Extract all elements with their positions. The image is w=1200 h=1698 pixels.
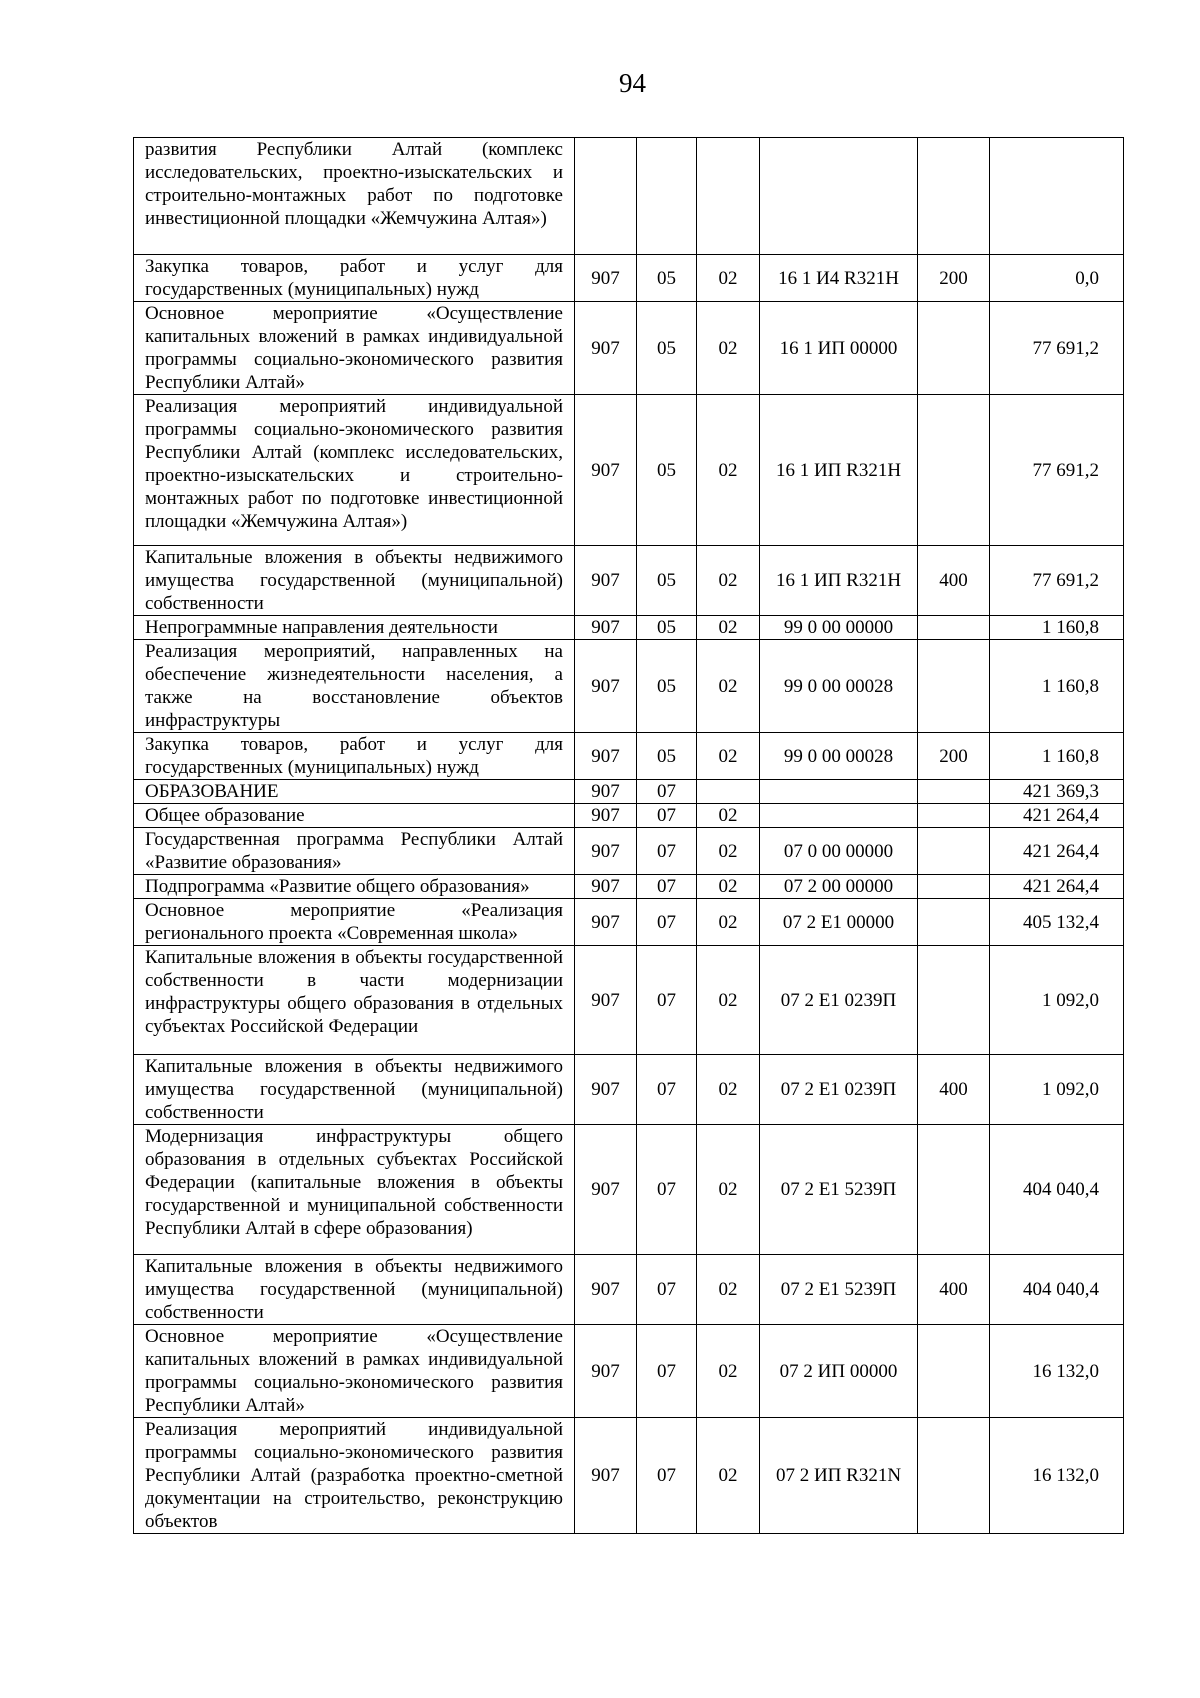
row-subsection-cell: 02 xyxy=(697,395,760,546)
page-number: 94 xyxy=(619,68,646,98)
table-row xyxy=(134,546,1124,616)
row-name-cell: Реализация мероприятий индивидуальной программы социально-экономического развития Республики Алтай (комплекс исследовательских, проектно-изыскательских и строительно-монтажных работ по подготовке инвестиционной площадки «Жемчужина Алтая») xyxy=(134,395,575,546)
row-expense-type-cell: 200 xyxy=(918,733,990,780)
row-section-cell: 07 xyxy=(637,828,697,875)
row-amount-cell: 16 132,0 xyxy=(990,1418,1124,1534)
row-grbs-cell: 907 xyxy=(575,1055,637,1125)
row-section-cell: 05 xyxy=(637,733,697,780)
row-expense-type-cell: 200 xyxy=(918,255,990,302)
row-subsection-cell: 02 xyxy=(697,255,760,302)
table-row xyxy=(134,828,1124,875)
row-expense-type-cell xyxy=(918,1325,990,1418)
row-name-cell: Капитальные вложения в объекты недвижимого имущества государственной (муниципальной) собственности xyxy=(134,1255,575,1325)
table-row xyxy=(134,395,1124,546)
row-amount-cell: 421 264,4 xyxy=(990,828,1124,875)
row-section-cell: 05 xyxy=(637,546,697,616)
row-expense-type-cell xyxy=(918,138,990,255)
row-target-article-cell: 16 1 ИП R321Н xyxy=(760,395,918,546)
row-target-article-cell: 07 2 Е1 0239П xyxy=(760,946,918,1055)
table-row xyxy=(134,733,1124,780)
row-subsection-cell: 02 xyxy=(697,1125,760,1255)
row-grbs-cell: 907 xyxy=(575,395,637,546)
row-section-cell: 07 xyxy=(637,1055,697,1125)
row-grbs-cell: 907 xyxy=(575,255,637,302)
row-name-cell: Реализация мероприятий, направленных на обеспечение жизнедеятельности населения, а также на восстановление объектов инфраструктуры xyxy=(134,640,575,733)
row-name-cell: ОБРАЗОВАНИЕ xyxy=(134,780,575,804)
row-section-cell: 05 xyxy=(637,255,697,302)
row-target-article-cell: 07 2 Е1 5239П xyxy=(760,1125,918,1255)
row-name-cell: Основное мероприятие «Осуществление капитальных вложений в рамках индивидуальной программы социально-экономического развития Республики Алтай» xyxy=(134,1325,575,1418)
row-target-article-cell: 16 1 ИП 00000 xyxy=(760,302,918,395)
row-grbs-cell: 907 xyxy=(575,1325,637,1418)
budget-table xyxy=(133,137,1124,1534)
row-expense-type-cell xyxy=(918,899,990,946)
row-section-cell: 05 xyxy=(637,395,697,546)
row-amount-cell: 1 160,8 xyxy=(990,616,1124,640)
table-row xyxy=(134,1255,1124,1325)
row-target-article-cell xyxy=(760,780,918,804)
row-grbs-cell: 907 xyxy=(575,733,637,780)
row-grbs-cell: 907 xyxy=(575,546,637,616)
row-amount-cell xyxy=(990,138,1124,255)
row-expense-type-cell xyxy=(918,804,990,828)
table-row xyxy=(134,640,1124,733)
row-subsection-cell: 02 xyxy=(697,302,760,395)
row-target-article-cell: 07 2 Е1 0239П xyxy=(760,1055,918,1125)
row-amount-cell: 1 092,0 xyxy=(990,1055,1124,1125)
row-target-article-cell: 99 0 00 00028 xyxy=(760,640,918,733)
row-amount-cell: 421 264,4 xyxy=(990,804,1124,828)
row-expense-type-cell: 400 xyxy=(918,1255,990,1325)
row-grbs-cell: 907 xyxy=(575,828,637,875)
table-row xyxy=(134,255,1124,302)
row-expense-type-cell: 400 xyxy=(918,1055,990,1125)
row-name-cell: Основное мероприятие «Осуществление капитальных вложений в рамках индивидуальной программы социально-экономического развития Республики Алтай» xyxy=(134,302,575,395)
row-target-article-cell: 99 0 00 00028 xyxy=(760,733,918,780)
table-row xyxy=(134,1325,1124,1418)
table-row xyxy=(134,138,1124,255)
row-section-cell: 07 xyxy=(637,946,697,1055)
row-expense-type-cell xyxy=(918,946,990,1055)
row-grbs-cell: 907 xyxy=(575,302,637,395)
row-grbs-cell: 907 xyxy=(575,780,637,804)
row-target-article-cell xyxy=(760,804,918,828)
table-row xyxy=(134,804,1124,828)
row-name-cell: Реализация мероприятий индивидуальной программы социально-экономического развития Республики Алтай (разработка проектно-сметной документации на строительство, реконструкцию объектов xyxy=(134,1418,575,1534)
row-subsection-cell: 02 xyxy=(697,828,760,875)
row-name-cell: Государственная программа Республики Алтай «Развитие образования» xyxy=(134,828,575,875)
row-grbs-cell: 907 xyxy=(575,1125,637,1255)
row-name-cell: Общее образование xyxy=(134,804,575,828)
table-row xyxy=(134,1418,1124,1534)
row-name-cell: развития Республики Алтай (комплекс исследовательских, проектно-изыскательских и строительно-монтажных работ по подготовке инвестиционной площадки «Жемчужина Алтая») xyxy=(134,138,575,255)
row-section-cell: 05 xyxy=(637,640,697,733)
row-grbs-cell: 907 xyxy=(575,1255,637,1325)
row-target-article-cell: 07 2 Е1 5239П xyxy=(760,1255,918,1325)
row-expense-type-cell xyxy=(918,828,990,875)
row-section-cell: 07 xyxy=(637,1418,697,1534)
row-section-cell: 07 xyxy=(637,1255,697,1325)
row-target-article-cell: 07 2 ИП R321N xyxy=(760,1418,918,1534)
row-expense-type-cell xyxy=(918,1125,990,1255)
row-section-cell: 07 xyxy=(637,804,697,828)
table-row xyxy=(134,899,1124,946)
row-expense-type-cell xyxy=(918,395,990,546)
row-section-cell: 05 xyxy=(637,302,697,395)
table-row xyxy=(134,1055,1124,1125)
row-expense-type-cell xyxy=(918,616,990,640)
row-subsection-cell: 02 xyxy=(697,640,760,733)
row-subsection-cell xyxy=(697,780,760,804)
table-row xyxy=(134,946,1124,1055)
row-subsection-cell: 02 xyxy=(697,1325,760,1418)
row-target-article-cell: 07 2 Е1 00000 xyxy=(760,899,918,946)
row-section-cell: 05 xyxy=(637,616,697,640)
row-target-article-cell: 07 2 ИП 00000 xyxy=(760,1325,918,1418)
row-subsection-cell xyxy=(697,138,760,255)
row-subsection-cell: 02 xyxy=(697,899,760,946)
row-name-cell: Модернизация инфраструктуры общего образования в отдельных субъектах Российской Федерации (капитальные вложения в объекты государственной и муниципальной собственности Республики Алтай в сфере образования) xyxy=(134,1125,575,1255)
row-amount-cell: 1 160,8 xyxy=(990,733,1124,780)
row-subsection-cell: 02 xyxy=(697,616,760,640)
table-row xyxy=(134,1125,1124,1255)
row-target-article-cell: 16 1 И4 R321Н xyxy=(760,255,918,302)
row-section-cell xyxy=(637,138,697,255)
row-amount-cell: 404 040,4 xyxy=(990,1255,1124,1325)
row-name-cell: Капитальные вложения в объекты недвижимого имущества государственной (муниципальной) собственности xyxy=(134,1055,575,1125)
row-subsection-cell: 02 xyxy=(697,1418,760,1534)
row-grbs-cell: 907 xyxy=(575,1418,637,1534)
row-subsection-cell: 02 xyxy=(697,1255,760,1325)
row-name-cell: Капитальные вложения в объекты недвижимого имущества государственной (муниципальной) собственности xyxy=(134,546,575,616)
row-amount-cell: 77 691,2 xyxy=(990,395,1124,546)
row-target-article-cell xyxy=(760,138,918,255)
row-expense-type-cell xyxy=(918,1418,990,1534)
row-amount-cell: 0,0 xyxy=(990,255,1124,302)
row-amount-cell: 1 092,0 xyxy=(990,946,1124,1055)
row-expense-type-cell xyxy=(918,875,990,899)
row-name-cell: Закупка товаров, работ и услуг для государственных (муниципальных) нужд xyxy=(134,255,575,302)
row-subsection-cell: 02 xyxy=(697,875,760,899)
row-section-cell: 07 xyxy=(637,1125,697,1255)
row-grbs-cell: 907 xyxy=(575,616,637,640)
row-target-article-cell: 99 0 00 00000 xyxy=(760,616,918,640)
table-row xyxy=(134,875,1124,899)
row-amount-cell: 421 264,4 xyxy=(990,875,1124,899)
row-name-cell: Капитальные вложения в объекты государственной собственности в части модернизации инфраструктуры общего образования в отдельных субъектах Российской Федерации xyxy=(134,946,575,1055)
row-amount-cell: 421 369,3 xyxy=(990,780,1124,804)
row-amount-cell: 16 132,0 xyxy=(990,1325,1124,1418)
row-section-cell: 07 xyxy=(637,875,697,899)
row-expense-type-cell xyxy=(918,780,990,804)
row-subsection-cell: 02 xyxy=(697,804,760,828)
table-row xyxy=(134,302,1124,395)
row-section-cell: 07 xyxy=(637,899,697,946)
row-grbs-cell xyxy=(575,138,637,255)
row-subsection-cell: 02 xyxy=(697,733,760,780)
row-name-cell: Подпрограмма «Развитие общего образования» xyxy=(134,875,575,899)
row-expense-type-cell xyxy=(918,640,990,733)
row-expense-type-cell xyxy=(918,302,990,395)
row-grbs-cell: 907 xyxy=(575,875,637,899)
row-grbs-cell: 907 xyxy=(575,946,637,1055)
table-row xyxy=(134,616,1124,640)
row-subsection-cell: 02 xyxy=(697,946,760,1055)
row-grbs-cell: 907 xyxy=(575,640,637,733)
row-grbs-cell: 907 xyxy=(575,899,637,946)
row-amount-cell: 77 691,2 xyxy=(990,302,1124,395)
row-name-cell: Основное мероприятие «Реализация регионального проекта «Современная школа» xyxy=(134,899,575,946)
row-amount-cell: 1 160,8 xyxy=(990,640,1124,733)
row-grbs-cell: 907 xyxy=(575,804,637,828)
row-amount-cell: 405 132,4 xyxy=(990,899,1124,946)
row-subsection-cell: 02 xyxy=(697,546,760,616)
row-subsection-cell: 02 xyxy=(697,1055,760,1125)
row-target-article-cell: 16 1 ИП R321Н xyxy=(760,546,918,616)
row-expense-type-cell: 400 xyxy=(918,546,990,616)
table-row xyxy=(134,780,1124,804)
row-name-cell: Непрограммные направления деятельности xyxy=(134,616,575,640)
row-target-article-cell: 07 2 00 00000 xyxy=(760,875,918,899)
row-name-cell: Закупка товаров, работ и услуг для государственных (муниципальных) нужд xyxy=(134,733,575,780)
row-section-cell: 07 xyxy=(637,780,697,804)
row-target-article-cell: 07 0 00 00000 xyxy=(760,828,918,875)
row-section-cell: 07 xyxy=(637,1325,697,1418)
row-amount-cell: 77 691,2 xyxy=(990,546,1124,616)
row-amount-cell: 404 040,4 xyxy=(990,1125,1124,1255)
